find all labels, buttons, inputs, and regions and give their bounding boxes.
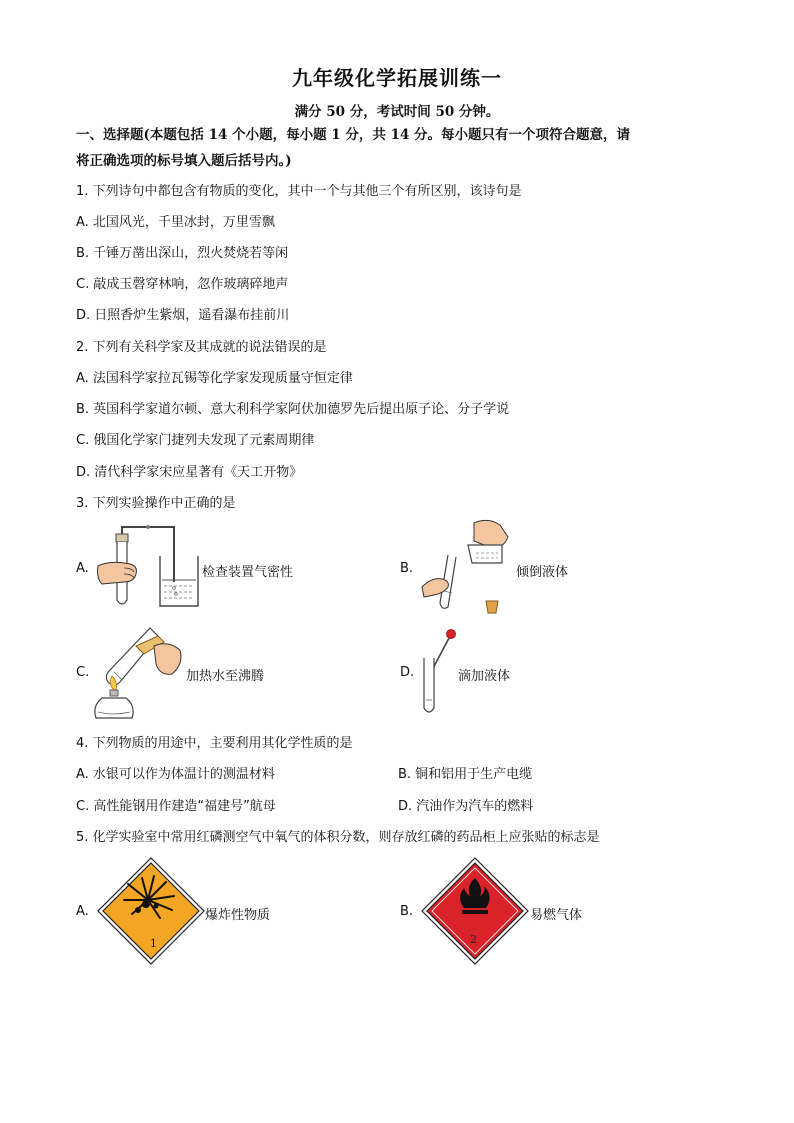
q5-stem: 5. 化学实验室中常用红磷测空气中氧气的体积分数，则存放红磷的药品柜上应张贴的标志是 <box>76 830 600 845</box>
q3-option-c-caption: 加热水至沸腾 <box>186 669 265 684</box>
q2-stem: 2. 下列有关科学家及其成就的说法错误的是 <box>76 340 327 355</box>
q2-option-b: B. 英国科学家道尔顿、意大利科学家阿伏加德罗先后提出原子论、分子学说 <box>76 402 510 417</box>
q5-option-a-label: A. <box>76 904 89 919</box>
q3-option-c-label: C. <box>76 665 90 680</box>
q1-option-a: A. 北国风光，千里冰封，万里雪飘 <box>76 215 275 230</box>
pouring-liquid-illustration-icon <box>418 517 518 621</box>
explosive-hazard-sign-icon <box>96 856 206 970</box>
flammable-sign-number: 2 <box>470 933 477 946</box>
q1-option-d: D. 日照香炉生紫烟，遥看瀑布挂前川 <box>76 308 290 323</box>
q4-option-c: C. 高性能钢用作建造“福建号”航母 <box>76 799 276 814</box>
q3-option-b-caption: 倾倒液体 <box>516 565 569 580</box>
heating-test-tube-illustration-icon <box>92 624 188 726</box>
q3-option-b-label: B. <box>400 561 414 576</box>
page-title: 九年级化学拓展训练一 <box>292 66 502 90</box>
q3-option-a-caption: 检查装置气密性 <box>202 565 294 580</box>
q4-option-d: D. 汽油作为汽车的燃料 <box>398 799 534 814</box>
q1-option-b: B. 千锤万凿出深山，烈火焚烧若等闲 <box>76 246 289 261</box>
exam-info: 满分 50 分，考试时间 50 分钟。 <box>294 104 500 120</box>
dropper-illustration-icon <box>418 628 458 722</box>
q1-stem: 1. 下列诗句中都包含有物质的变化，其中一个与其他三个有所区别，该诗句是 <box>76 184 522 199</box>
section-heading-line2: 将正确选项的标号填入题后括号内。) <box>76 153 292 169</box>
q3-option-d-label: D. <box>400 665 415 680</box>
q3-stem: 3. 下列实验操作中正确的是 <box>76 496 236 511</box>
q4-option-b: B. 铜和铝用于生产电缆 <box>398 767 533 782</box>
q2-option-c: C. 俄国化学家门捷列夫发现了元素周期律 <box>76 433 315 448</box>
airtightness-check-apparatus-icon <box>94 522 204 616</box>
q3-option-d-caption: 滴加液体 <box>458 669 511 684</box>
q2-option-a: A. 法国科学家拉瓦锡等化学家发现质量守恒定律 <box>76 371 353 386</box>
section-heading-line1: 一、选择题(本题包括 14 个小题，每小题 1 分，共 14 分。每小题只有一个项符合题意，请 <box>76 127 631 143</box>
q5-option-a-caption: 爆炸性物质 <box>205 908 271 923</box>
flammable-gas-sign-icon <box>420 856 530 970</box>
q4-stem: 4. 下列物质的用途中，主要利用其化学性质的是 <box>76 736 353 751</box>
q1-option-c: C. 敲成玉磬穿林响，忽作玻璃碎地声 <box>76 277 289 292</box>
explosive-sign-number: 1 <box>150 937 157 950</box>
q5-option-b-label: B. <box>400 904 414 919</box>
section-heading <box>76 122 726 174</box>
q3-option-a-label: A. <box>76 561 89 576</box>
q2-option-d: D. 清代科学家宋应星著有《天工开物》 <box>76 465 303 480</box>
q5-option-b-caption: 易燃气体 <box>530 908 583 923</box>
q4-option-a: A. 水银可以作为体温计的测温材料 <box>76 767 275 782</box>
